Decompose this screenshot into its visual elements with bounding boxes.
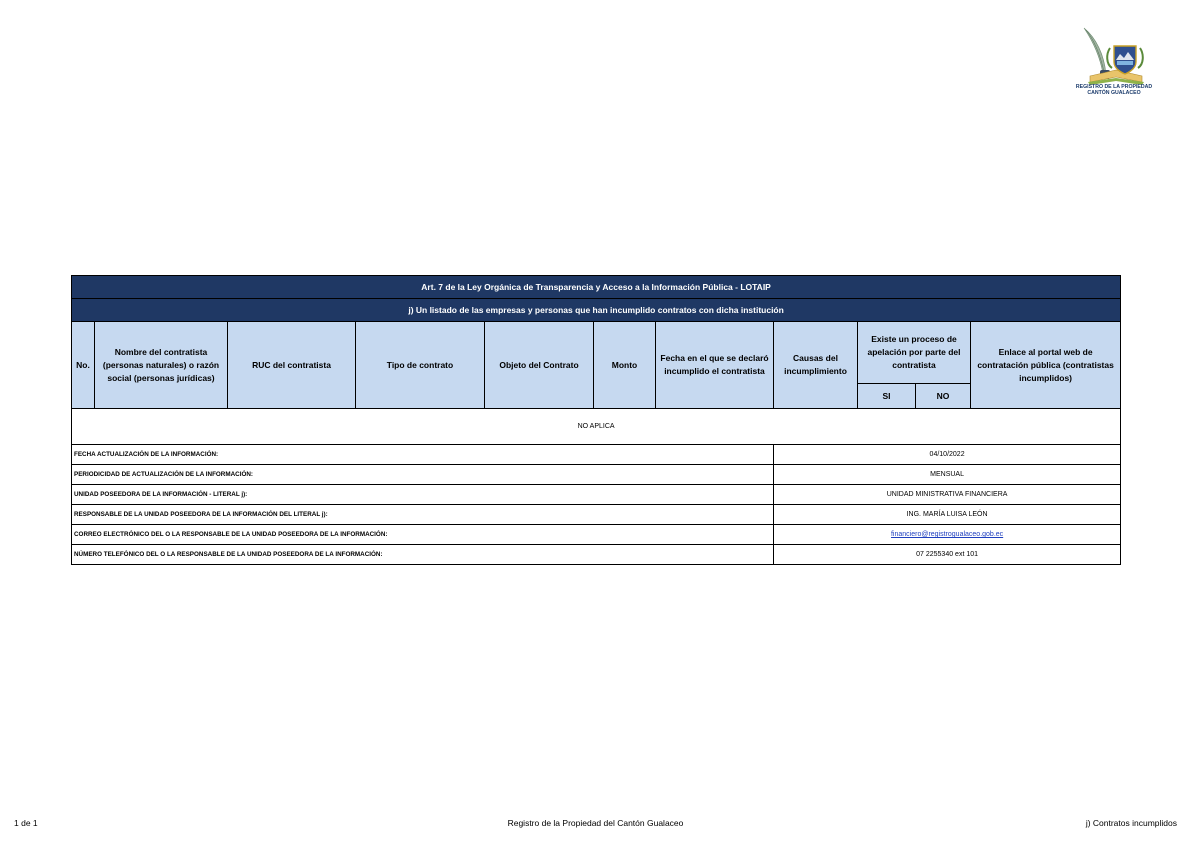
footer-institution: Registro de la Propiedad del Cantón Gualaceo [507, 818, 684, 828]
info-label-periodicidad: PERIODICIDAD DE ACTUALIZACIÓN DE LA INFORMACIÓN: [72, 465, 774, 485]
empty-message: NO APLICA [72, 409, 1121, 445]
lotaip-table [71, 275, 1121, 565]
info-label-responsable: RESPONSABLE DE LA UNIDAD POSEEDORA DE LA INFORMACIÓN DEL LITERAL j): [72, 505, 774, 525]
column-header-no: No. [72, 322, 95, 409]
column-header-objeto: Objeto del Contrato [485, 322, 594, 409]
column-header-causas: Causas del incumplimiento [774, 322, 858, 409]
column-header-fecha: Fecha en el que se declaró incumplido el contratista [656, 322, 774, 409]
column-header-tipo: Tipo de contrato [356, 322, 485, 409]
info-row [72, 505, 1121, 525]
info-label-telefono: NÚMERO TELEFÓNICO DEL O LA RESPONSABLE DE LA UNIDAD POSEEDORA DE LA INFORMACIÓN: [72, 545, 774, 565]
info-value-correo [774, 525, 1121, 545]
column-header-apelacion: Existe un proceso de apelación por parte del contratista [858, 322, 971, 384]
info-label-correo: CORREO ELECTRÓNICO DEL O LA RESPONSABLE DE LA UNIDAD POSEEDORA DE LA INFORMACIÓN: [72, 525, 774, 545]
column-header-no-option: NO [916, 384, 971, 409]
info-label-fecha: FECHA ACTUALIZACIÓN DE LA INFORMACIÓN: [72, 445, 774, 465]
info-row [72, 465, 1121, 485]
info-row [72, 545, 1121, 565]
column-header-si: SI [858, 384, 916, 409]
info-value-telefono: 07 2255340 ext 101 [774, 545, 1121, 565]
info-label-unidad: UNIDAD POSEEDORA DE LA INFORMACIÓN - LITERAL j): [72, 485, 774, 505]
footer-page-number: 1 de 1 [14, 818, 38, 828]
info-value-periodicidad: MENSUAL [774, 465, 1121, 485]
info-row [72, 445, 1121, 465]
email-link[interactable]: financiero@registrogualaceo.gob.ec [890, 531, 1004, 538]
info-value-unidad: UNIDAD MINISTRATIVA FINANCIERA [774, 485, 1121, 505]
column-header-monto: Monto [594, 322, 656, 409]
column-header-enlace: Enlace al portal web de contratación pública (contratistas incumplidos) [971, 322, 1121, 409]
info-value-fecha: 04/10/2022 [774, 445, 1121, 465]
logo-caption [1066, 84, 1162, 96]
info-value-responsable: ING. MARÍA LUISA LEÓN [774, 505, 1121, 525]
info-row [72, 485, 1121, 505]
logo-caption-line1: REGISTRO DE LA PROPIEDAD [1075, 84, 1153, 90]
column-header-nombre: Nombre del contratista (personas naturales) o razón social (personas jurídicas) [95, 322, 228, 409]
table-subtitle: j) Un listado de las empresas y personas que han incumplido contratos con dicha institución [72, 299, 1121, 322]
table-title: Art. 7 de la Ley Orgánica de Transparencia y Acceso a la Información Pública - LOTAIP [72, 276, 1121, 299]
info-row [72, 525, 1121, 545]
footer-sheet-name: j) Contratos incumplidos [1085, 818, 1177, 828]
logo-caption-line2: CANTÓN GUALACEO [1087, 90, 1141, 96]
column-header-ruc: RUC del contratista [228, 322, 356, 409]
